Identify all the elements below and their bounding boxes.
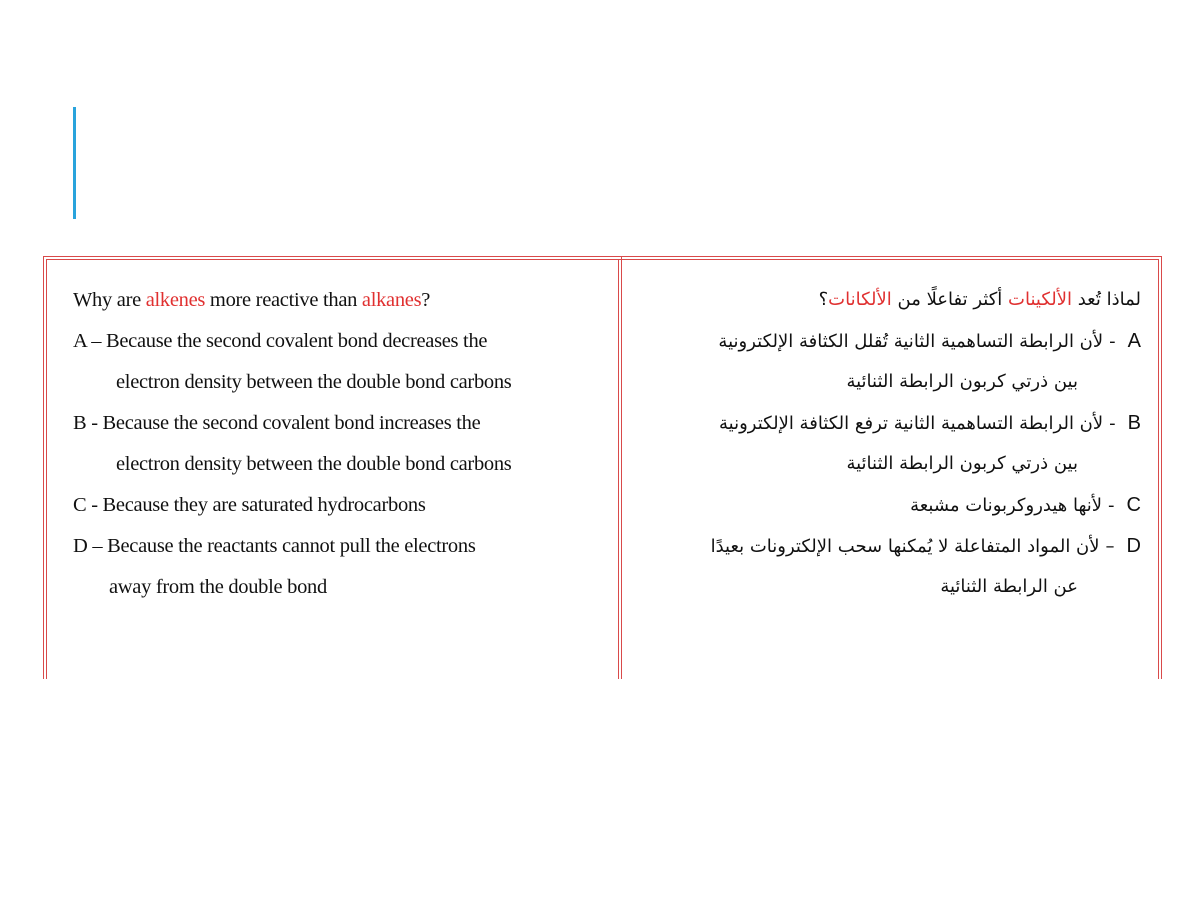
option-letter-b: B (1127, 412, 1141, 434)
title-accent-bar (73, 107, 76, 219)
arabic-option-d-text: لأن المواد المتفاعلة لا يُمكنها سحب الإلكترونات بعيدًا (710, 536, 1100, 557)
arabic-option-a-line-1 (621, 326, 1141, 367)
arabic-option-a-text: لأن الرابطة التساهمية الثانية تُقلل الكثافة الإلكترونية (718, 331, 1104, 352)
arabic-option-a-text: بين ذرتي كربون الرابطة الثنائية (846, 371, 1078, 392)
arabic-option-d-text: عن الرابطة الثنائية (940, 576, 1078, 597)
arabic-question-mark: ؟ (818, 289, 829, 310)
arabic-option-a-line-2 (621, 367, 1141, 408)
arabic-cell-viewport (621, 256, 1162, 651)
question-line (73, 285, 603, 326)
arabic-question-cell (621, 285, 1141, 613)
arabic-option-b-text: بين ذرتي كربون الرابطة الثنائية (846, 453, 1078, 474)
option-letter-a: A (1127, 330, 1141, 352)
option-c-line-1: C - Because they are saturated hydrocarbons (73, 494, 426, 516)
arabic-question-text: أكثر تفاعلًا من (891, 289, 1009, 310)
option-separator: - (1108, 495, 1115, 516)
question-text: Why are (73, 289, 146, 311)
slide-title (95, 120, 1095, 210)
question-text: more reactive than (205, 289, 362, 311)
option-letter-c: C (1126, 494, 1141, 516)
arabic-option-d-line-2 (621, 572, 1141, 613)
arabic-option-b-text: لأن الرابطة التساهمية الثانية ترفع الكثافة الإلكترونية (719, 413, 1104, 434)
highlight-term-alkenes: alkenes (145, 289, 206, 311)
option-separator: - (1109, 331, 1116, 352)
option-separator: – (1105, 536, 1115, 557)
option-a-line-1: A – Because the second covalent bond decreases the (73, 330, 488, 352)
table-cell-divider (618, 259, 619, 679)
option-b-line-2: electron density between the double bond carbons (116, 453, 512, 475)
option-d-line-1: D – Because the reactants cannot pull the electrons (73, 535, 476, 557)
arabic-option-c-line-1 (621, 490, 1141, 531)
english-question-cell (73, 285, 603, 613)
option-d-line-2: away from the double bond (109, 576, 327, 598)
option-a-line-2: electron density between the double bond carbons (116, 371, 512, 393)
arabic-option-b-line-1 (621, 408, 1141, 449)
arabic-highlight-term-alkanes: الألكانات (828, 289, 892, 310)
arabic-option-b-line-2 (621, 449, 1141, 490)
highlight-term-alkanes: alkanes (361, 289, 422, 311)
question-mark: ? (421, 289, 431, 311)
arabic-option-d-line-1 (621, 531, 1141, 572)
arabic-highlight-term-alkenes: الألكينات (1008, 289, 1073, 310)
arabic-question-line (621, 285, 1141, 326)
option-letter-d: D (1126, 535, 1141, 557)
arabic-question-text: لماذا تُعد (1072, 289, 1141, 310)
option-separator: - (1109, 413, 1116, 434)
option-b-line-1: B - Because the second covalent bond increases the (73, 412, 481, 434)
arabic-option-c-text: لأنها هيدروكربونات مشبعة (910, 495, 1103, 516)
bilingual-question-table (43, 256, 1162, 679)
